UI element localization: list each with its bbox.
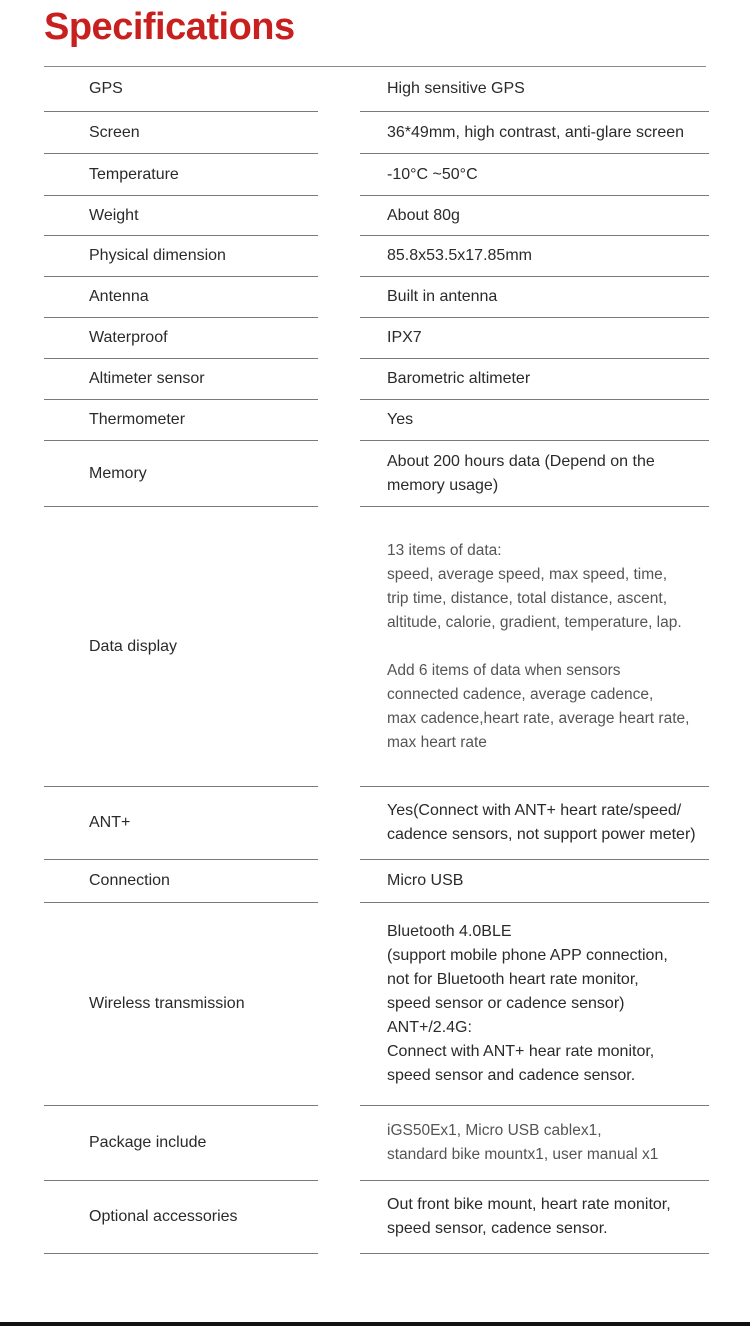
spec-label: Antenna	[44, 277, 318, 318]
page-title: Specifications	[44, 6, 295, 48]
spec-label: Optional accessories	[44, 1181, 318, 1254]
spec-label: Physical dimension	[44, 236, 318, 277]
spec-row-gps	[0, 67, 750, 112]
spec-row-thermometer	[0, 400, 750, 441]
spec-row-connection	[0, 860, 750, 903]
spec-value: 85.8x53.5x17.85mm	[360, 236, 709, 277]
spec-value: Micro USB	[360, 860, 709, 903]
spec-row-ant	[0, 787, 750, 860]
spec-value: Built in antenna	[360, 277, 709, 318]
spec-row-waterproof	[0, 318, 750, 359]
bottom-bar	[0, 1322, 750, 1326]
spec-label: Connection	[44, 860, 318, 903]
spec-row-package	[0, 1106, 750, 1181]
spec-value: Bluetooth 4.0BLE (support mobile phone APP connection, not for Bluetooth heart rate monitor, speed sensor or cadence sensor) ANT+/2.4G: Connect with ANT+ hear rate monitor, speed sensor and cadence sensor.	[360, 903, 709, 1106]
spec-value: iGS50Ex1, Micro USB cablex1, standard bike mountx1, user manual x1	[360, 1106, 709, 1181]
spec-label: Package include	[44, 1106, 318, 1181]
spec-value: 13 items of data: speed, average speed, max speed, time, trip time, distance, total distance, ascent, altitude, calorie, gradient, temperature, lap. Add 6 items of data when sensors connected cadence, average cadence, max cadence,heart rate, average heart rate, max heart rate	[360, 507, 709, 787]
spec-label: Temperature	[44, 154, 318, 196]
spec-value: Barometric altimeter	[360, 359, 709, 400]
spec-label: Memory	[44, 441, 318, 507]
spec-value: -10°C ~50°C	[360, 154, 709, 196]
spec-label: Wireless transmission	[44, 903, 318, 1106]
spec-row-weight	[0, 196, 750, 236]
spec-label: Thermometer	[44, 400, 318, 441]
spec-value: IPX7	[360, 318, 709, 359]
spec-label: Altimeter sensor	[44, 359, 318, 400]
spec-row-data-display	[0, 507, 750, 787]
spec-row-wireless	[0, 903, 750, 1106]
spec-label: ANT+	[44, 787, 318, 860]
spec-value: 36*49mm, high contrast, anti-glare screen	[360, 112, 709, 154]
spec-value: About 80g	[360, 196, 709, 236]
spec-value: High sensitive GPS	[360, 67, 709, 112]
spec-label: Data display	[44, 507, 318, 787]
spec-row-dimension	[0, 236, 750, 277]
spec-value: Yes(Connect with ANT+ heart rate/speed/ cadence sensors, not support power meter)	[360, 787, 709, 860]
spec-value: Out front bike mount, heart rate monitor, speed sensor, cadence sensor.	[360, 1181, 709, 1254]
spec-label: Screen	[44, 112, 318, 154]
spec-row-memory	[0, 441, 750, 507]
spec-label: GPS	[44, 67, 318, 112]
spec-value: About 200 hours data (Depend on the memory usage)	[360, 441, 709, 507]
spec-label: Waterproof	[44, 318, 318, 359]
spec-row-screen	[0, 112, 750, 154]
spec-row-antenna	[0, 277, 750, 318]
spec-label: Weight	[44, 196, 318, 236]
spec-row-accessories	[0, 1181, 750, 1254]
spec-row-temperature	[0, 154, 750, 196]
spec-row-altimeter	[0, 359, 750, 400]
spec-value: Yes	[360, 400, 709, 441]
